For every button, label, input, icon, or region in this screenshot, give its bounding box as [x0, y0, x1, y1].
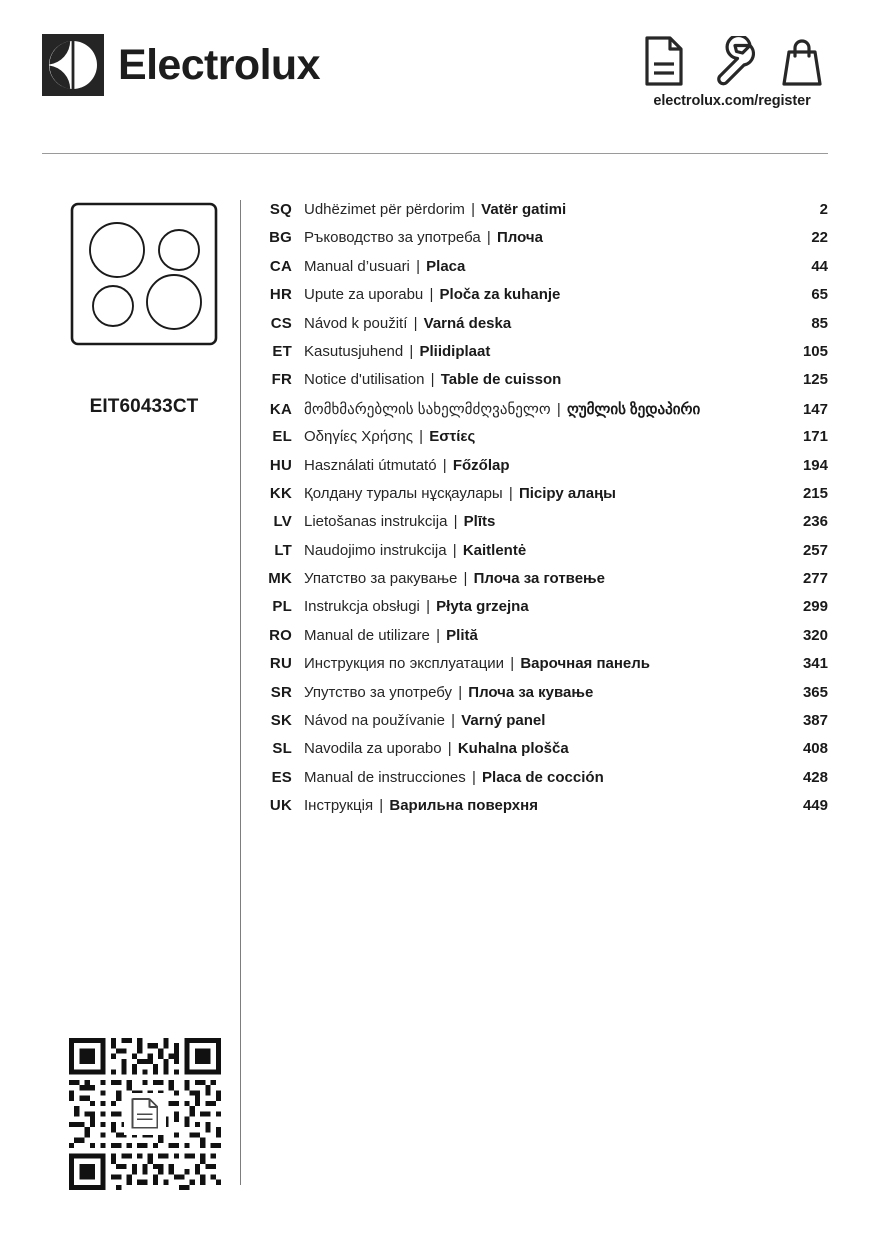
product-name: Варочная панель: [520, 655, 651, 673]
language-title: [292, 797, 776, 814]
title-separator: |: [409, 342, 414, 360]
manual-title: Manual de utilizare: [304, 626, 430, 644]
product-name: Ploča za kuhanje: [439, 286, 561, 304]
language-row[interactable]: [258, 542, 828, 570]
language-row[interactable]: [258, 740, 828, 768]
page-number: 236: [802, 513, 828, 531]
manual-title: Упутство за употребу: [304, 683, 453, 701]
language-code: RU: [269, 655, 292, 673]
manual-title: Қолдану туралы нұсқаулары: [304, 484, 503, 502]
product-name: Placa: [426, 257, 466, 275]
brand-name: Electrolux: [118, 40, 320, 89]
manual-title: Upute za uporabu: [304, 286, 424, 304]
page-header: [42, 34, 828, 124]
language-row[interactable]: [258, 457, 828, 485]
language-row[interactable]: [258, 343, 828, 371]
language-code: KK: [269, 484, 292, 502]
title-separator: |: [430, 371, 435, 389]
language-title: [292, 428, 776, 445]
manual-title: Manual de instrucciones: [304, 768, 466, 786]
page-number: 449: [802, 797, 828, 815]
language-code: KA: [269, 400, 292, 418]
language-title: [292, 229, 776, 246]
title-separator: |: [452, 541, 457, 559]
language-code: FR: [271, 371, 292, 389]
title-separator: |: [471, 768, 476, 786]
language-title: [292, 286, 776, 303]
language-title: [292, 570, 776, 587]
title-separator: |: [436, 626, 440, 644]
language-title: [292, 598, 776, 615]
manual-title: Notice d'utilisation: [304, 371, 425, 389]
language-index-table: [258, 201, 828, 826]
language-title: [292, 769, 776, 786]
page-number: 2: [819, 201, 828, 218]
product-name: Varná deska: [423, 314, 512, 332]
manual-title: Упатство за ракување: [304, 570, 458, 588]
language-code: LT: [274, 541, 292, 559]
product-name: Kaitlentė: [462, 541, 527, 559]
language-code: CA: [269, 257, 292, 275]
language-row[interactable]: [258, 371, 828, 399]
language-code: RO: [269, 626, 292, 644]
title-separator: |: [463, 570, 468, 588]
language-code: HU: [269, 456, 292, 474]
title-separator: |: [426, 598, 430, 616]
title-separator: |: [416, 257, 420, 275]
language-code: SR: [270, 683, 292, 701]
shopping-bag-icon: [780, 36, 824, 86]
product-name: Płyta grzejna: [436, 598, 529, 616]
page-number: 85: [811, 314, 828, 332]
page-number: 215: [802, 484, 828, 502]
column-divider: [240, 200, 241, 1185]
page-number: 299: [802, 598, 828, 616]
manual-title: Lietošanas instrukcija: [304, 513, 448, 531]
page-number: 428: [802, 768, 828, 786]
language-code: HR: [269, 286, 292, 304]
title-separator: |: [486, 229, 491, 247]
language-row[interactable]: [258, 769, 828, 797]
product-name: Vatër gatimi: [481, 201, 567, 218]
title-separator: |: [556, 400, 561, 418]
page-number: 147: [802, 400, 828, 418]
language-title: [292, 740, 776, 757]
product-name: Kuhalna plošča: [457, 740, 569, 758]
manual-title: Kasutusjuhend: [304, 342, 404, 360]
product-name: Плоча: [496, 229, 543, 247]
page-number: 408: [802, 740, 828, 758]
title-separator: |: [442, 456, 447, 474]
language-code: PL: [272, 598, 292, 616]
language-code: LV: [273, 513, 292, 531]
page-number: 125: [802, 371, 828, 389]
language-row[interactable]: [258, 201, 828, 229]
electrolux-logo-mark-icon: [42, 34, 104, 96]
title-separator: |: [508, 484, 513, 502]
language-row[interactable]: [258, 229, 828, 257]
language-row[interactable]: [258, 627, 828, 655]
manual-title: Инструкция по эксплуатации: [304, 655, 505, 673]
manual-title: Használati útmutató: [304, 456, 437, 474]
product-name: Plită: [446, 626, 478, 644]
product-name: Варильна поверхня: [389, 797, 538, 815]
page-number: 194: [802, 456, 828, 474]
language-title: [292, 627, 776, 644]
manual-title: Instrukcja obsługi: [304, 598, 420, 616]
page-number: 277: [802, 570, 828, 588]
manual-title: Návod na používanie: [304, 712, 445, 730]
language-row[interactable]: [258, 570, 828, 598]
manual-title: Naudojimo instrukcija: [304, 541, 447, 559]
title-separator: |: [447, 740, 452, 758]
title-separator: |: [471, 201, 475, 218]
page-number: 257: [802, 541, 828, 559]
language-row[interactable]: [258, 712, 828, 740]
title-separator: |: [451, 712, 456, 730]
register-icon-row: [636, 36, 828, 86]
language-title: [292, 513, 776, 530]
language-title: [292, 258, 776, 275]
language-row[interactable]: [258, 286, 828, 314]
product-name: Плоча за кување: [468, 683, 594, 701]
title-separator: |: [379, 797, 384, 815]
manual-title: Οδηγίες Χρήσης: [304, 428, 413, 446]
page-number: 44: [811, 257, 828, 275]
language-row[interactable]: [258, 258, 828, 286]
language-row[interactable]: [258, 684, 828, 712]
qr-code-with-document-glyph-icon[interactable]: [69, 1038, 221, 1190]
title-separator: |: [429, 286, 434, 304]
page-number: 387: [802, 712, 828, 730]
language-code: MK: [268, 570, 292, 588]
product-name: Table de cuisson: [440, 371, 562, 389]
manual-title: Інструкція: [304, 797, 374, 815]
product-name: Placa de cocción: [482, 768, 604, 786]
language-row[interactable]: [258, 485, 828, 513]
title-separator: |: [419, 428, 424, 446]
title-separator: |: [510, 655, 515, 673]
language-code: UK: [269, 797, 292, 815]
language-title: [292, 542, 776, 559]
language-title: [292, 371, 776, 388]
register-block[interactable]: [636, 36, 828, 109]
page-number: 320: [802, 626, 828, 644]
language-row[interactable]: [258, 400, 828, 428]
language-code: CS: [270, 314, 292, 332]
title-separator: |: [453, 513, 458, 531]
language-code: ET: [272, 342, 292, 360]
product-name: Plīts: [463, 513, 496, 531]
manual-title: Udhëzimet për përdorim: [304, 201, 465, 218]
language-row[interactable]: [258, 797, 828, 825]
manual-title: Navodila za uporabo: [304, 740, 442, 758]
page-number: 105: [802, 342, 828, 360]
product-name: Плоча за готвење: [473, 570, 605, 588]
manual-title: Manual d’usuari: [304, 257, 410, 275]
manual-title: Návod k použití: [304, 314, 408, 332]
language-code: SL: [272, 740, 292, 758]
page-number: 341: [802, 655, 828, 673]
page-number: 171: [802, 428, 828, 446]
language-code: ES: [271, 768, 292, 786]
product-name: Εστίες: [429, 428, 476, 446]
product-name: Varný panel: [461, 712, 546, 730]
language-code: EL: [272, 428, 292, 446]
wrench-icon: [709, 36, 755, 86]
document-icon: [644, 36, 684, 86]
title-separator: |: [413, 314, 418, 332]
language-row[interactable]: [258, 315, 828, 343]
model-number: EIT60433CT: [89, 396, 199, 417]
language-title: [292, 201, 776, 218]
language-title: [292, 712, 776, 729]
language-title: [292, 655, 776, 672]
header-divider: [42, 153, 828, 154]
page-number: 65: [811, 286, 828, 304]
language-title: [292, 343, 776, 360]
product-name: Főzőlap: [452, 456, 510, 474]
language-title: [292, 457, 776, 474]
language-code: SQ: [269, 201, 292, 218]
language-code: SK: [270, 712, 292, 730]
language-title: [292, 400, 776, 418]
language-title: [292, 485, 776, 502]
language-code: BG: [269, 229, 292, 247]
title-separator: |: [458, 683, 463, 701]
product-name: Пісіру алаңы: [518, 484, 616, 502]
language-row[interactable]: [258, 513, 828, 541]
language-row[interactable]: [258, 655, 828, 683]
manual-title: მომხმარებლის სახელმძღვანელო: [304, 400, 551, 418]
product-name: ღუმლის ზედაპირი: [566, 400, 701, 418]
page-number: 365: [802, 683, 828, 701]
hob-cooktop-illustration-icon: [70, 202, 218, 346]
product-name: Pliidiplaat: [419, 342, 491, 360]
brand-lockup: [42, 34, 320, 96]
language-title: [292, 315, 776, 332]
manual-title: Ръководство за употреба: [304, 229, 481, 247]
language-row[interactable]: [258, 598, 828, 626]
language-row[interactable]: [258, 428, 828, 456]
language-title: [292, 684, 776, 701]
register-url[interactable]: electrolux.com/register: [653, 93, 811, 109]
page-number: 22: [811, 229, 828, 247]
